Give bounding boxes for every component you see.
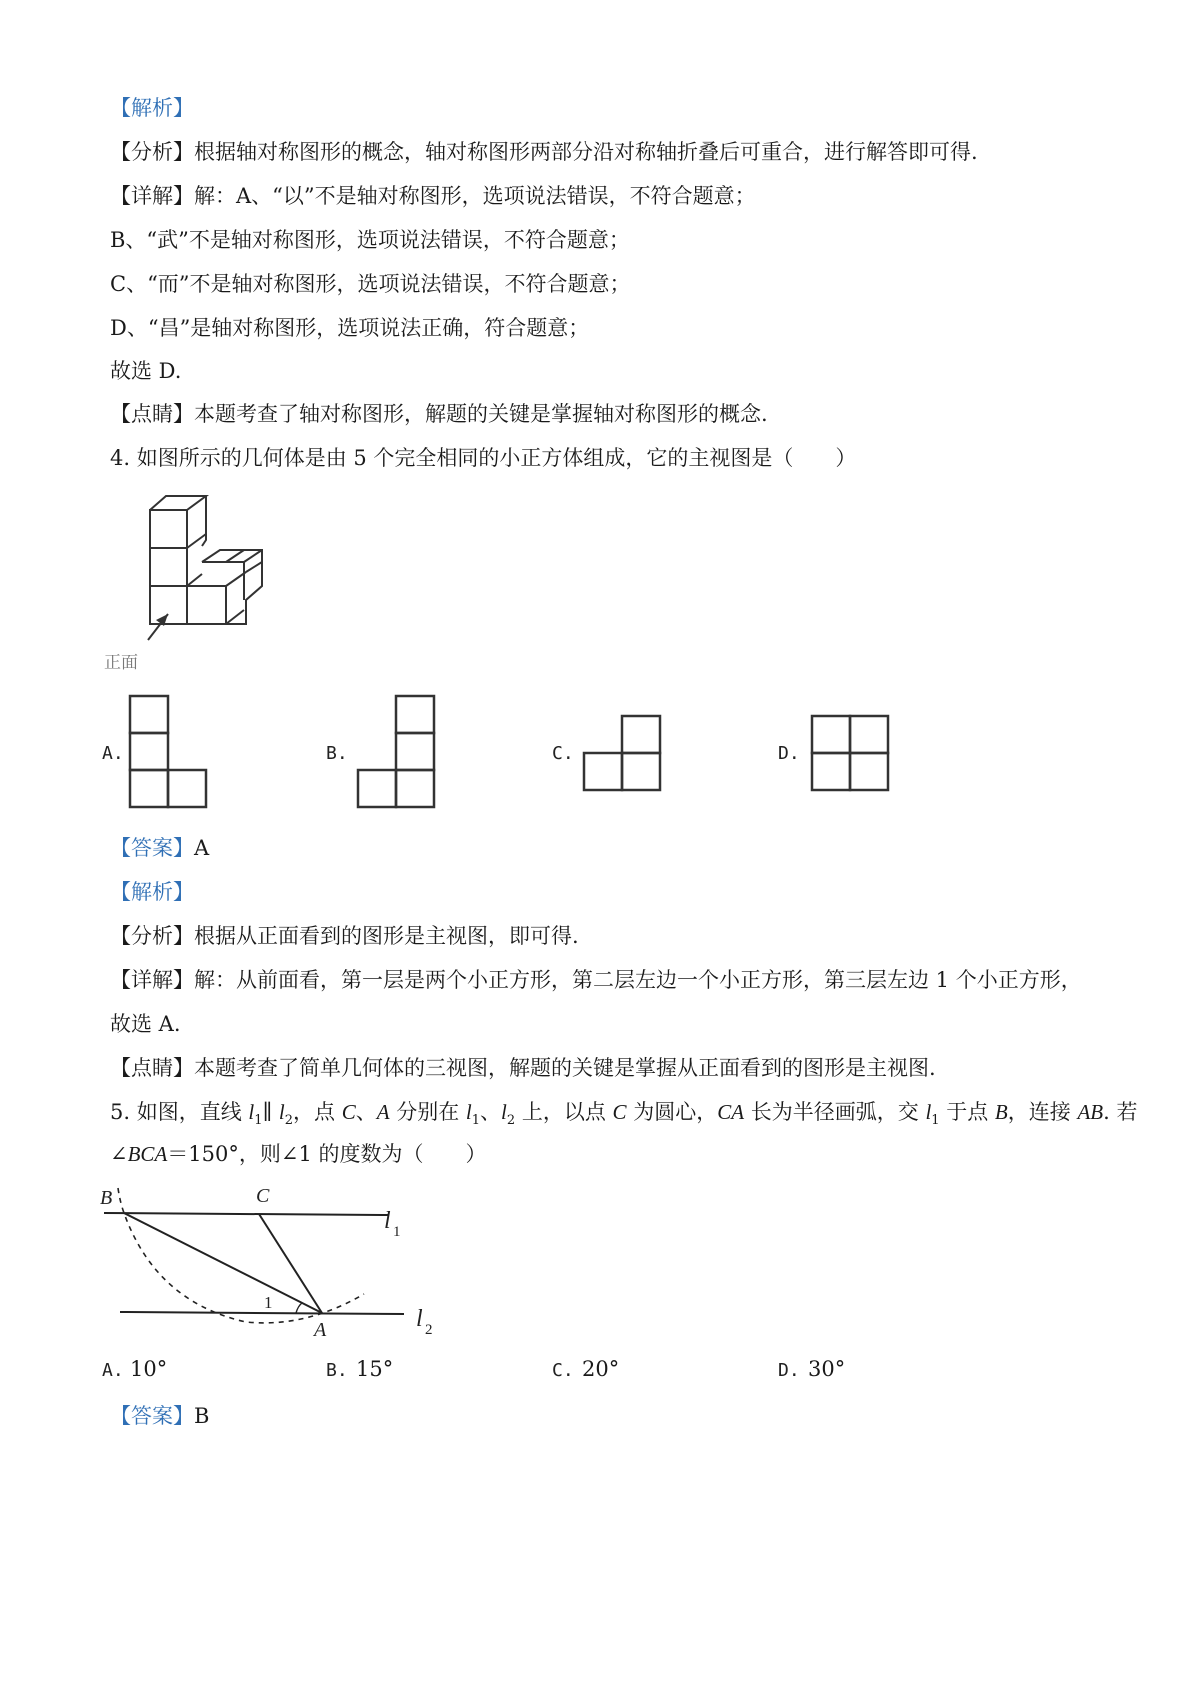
q5-l2-sub: 2 [284,1113,294,1129]
q5-l1: l [248,1100,255,1124]
q5-stem-text: 、 [480,1100,502,1124]
q5-option-d-label[interactable]: D. [778,1360,800,1381]
q5-stem-text: ，连接 [1007,1100,1078,1124]
q5-answer-tag: 【答案】 [110,1404,194,1428]
angle-icon: ∠ [110,1142,128,1166]
q5-stem-text: 于点 [939,1100,995,1124]
fig-label-l1: l [384,1208,391,1234]
q5-seg-ab: AB [1077,1100,1104,1124]
q5-stem-text: 分别在 [389,1100,466,1124]
jiexi-tag: 【解析】 [110,96,194,120]
q4-option-b-label[interactable]: B. [326,743,348,764]
q5-l2-sub: 2 [506,1113,516,1129]
detail-line-c: C、“而”不是轴对称图形，选项说法错误，不符合题意； [110,272,631,296]
q5-l2: l [278,1100,285,1124]
q4-answer: A [194,836,210,860]
q5-l2: l [501,1100,507,1124]
q5-option-a-label[interactable]: A. [102,1360,124,1381]
q4-answer-tag: 【答案】 [110,836,194,860]
angle-arc [296,1303,302,1313]
q5-stem-text: 、 [355,1100,377,1124]
xiangjie-tag: 【详解】 [110,184,194,208]
q5-stem-text: 5. 如图，直线 [110,1100,249,1124]
q5-stem-text: ，点 [293,1100,342,1124]
q5-option-b-label[interactable]: B. [326,1360,348,1381]
choose-line: 故选 D. [110,359,182,383]
q5-option-c-label[interactable]: C. [552,1360,574,1381]
q4-xiangjie-tag: 【详解】 [110,968,194,992]
fig-label-l1-sub: 1 [393,1224,401,1240]
q4-comment-line [110,1054,936,1082]
q4-option-d-label[interactable]: D. [778,743,800,764]
q5-stem-line-1 [110,1098,1137,1135]
q4-fenxi-tag: 【分析】 [110,924,194,948]
q5-l1: l [465,1100,472,1124]
fig-label-l2-sub: 2 [425,1322,433,1338]
q5-point-b: B [994,1100,1008,1124]
q5-geometry-figure [96,1182,446,1342]
q5-stem-text: 长为半径画弧，交 [744,1100,926,1124]
fig-label-b: B [100,1187,113,1209]
fig-label-l2: l [416,1306,423,1332]
q5-stem-text: ＝150°，则∠1 的度数为（ ） [167,1142,487,1166]
fenxi-text: 根据轴对称图形的概念，轴对称图形两部分沿对称轴折叠后可重合，进行解答即可得. [194,140,978,164]
q5-l1-sub: 1 [931,1113,940,1129]
analysis-line [110,138,978,166]
q4-option-c-label[interactable]: C. [552,743,574,764]
q4-choose-line: 故选 A. [110,1012,181,1036]
fig-label-a: A [314,1319,327,1341]
q5-stem-text: . 若 [1103,1100,1138,1124]
q4-jiexi-heading [110,878,194,906]
line-l2 [120,1312,404,1314]
jiexi-heading [110,94,194,122]
q5-seg-ca: CA [717,1100,745,1124]
q4-analysis-line [110,922,579,950]
fig-label-c: C [256,1185,270,1207]
q4-cube-figure [140,490,280,670]
q4-option-d-figure[interactable] [810,714,892,794]
comment-line [110,400,768,428]
q4-option-a-label[interactable]: A. [102,743,124,764]
xiangjie-text: 解：A、“以”不是轴对称图形，选项说法错误，不符合题意； [194,184,756,208]
q4-stem: 4. 如图所示的几何体是由 5 个完全相同的小正方体组成，它的主视图是（ ） [110,446,857,470]
detail-line-b: B、“武”不是轴对称图形，选项说法错误，不符合题意； [110,228,630,252]
q4-jiexi-tag: 【解析】 [110,880,194,904]
q5-l1-sub: 1 [254,1113,263,1129]
q5-stem-line-2 [110,1140,487,1168]
q5-answer-line [110,1402,209,1430]
dashed-arc [118,1188,364,1323]
q5-stem-text: 为圆心， [626,1100,718,1124]
q5-option-b-value[interactable]: 15° [356,1357,394,1381]
q5-point-c: C [341,1100,356,1124]
q5-l1: l [925,1100,932,1124]
line-l1 [104,1213,388,1215]
fenxi-tag: 【分析】 [110,140,194,164]
dianjing-tag: 【点睛】 [110,402,194,426]
front-label: 正面 [104,653,138,673]
q4-option-c-figure[interactable] [582,714,664,794]
q4-fenxi-text: 根据从正面看到的图形是主视图，即可得. [194,924,579,948]
q5-stem-text: 上，以点 [515,1100,613,1124]
q5-answer: B [194,1404,210,1428]
segment-ab [124,1213,322,1313]
q5-point-a: A [376,1100,390,1124]
q4-xiangjie-text: 解：从前面看，第一层是两个小正方形，第二层左边一个小正方形，第三层左边 1 个小正方形， [194,968,1082,992]
q5-option-d-value[interactable]: 30° [808,1357,846,1381]
detail-line-d: D、“昌”是轴对称图形，选项说法正确，符合题意； [110,316,590,340]
fig-label-angle-1: 1 [264,1293,273,1312]
q5-option-a-value[interactable]: 10° [130,1357,168,1381]
q5-parallel: ∥ [262,1100,279,1124]
q4-option-b-figure[interactable] [356,694,438,810]
q5-option-c-value[interactable]: 20° [582,1357,620,1381]
q4-answer-line [110,834,209,862]
dianjing-text: 本题考查了轴对称图形，解题的关键是掌握轴对称图形的概念. [194,402,768,426]
q4-detail-line [110,966,1082,994]
q4-dianjing-tag: 【点睛】 [110,1056,194,1080]
detail-line [110,182,756,210]
q5-l1-sub: 1 [471,1113,481,1129]
q5-angle-bca: BCA [127,1142,168,1166]
q4-dianjing-text: 本题考查了简单几何体的三视图，解题的关键是掌握从正面看到的图形是主视图. [194,1056,936,1080]
q5-point-c: C [612,1100,627,1124]
q4-option-a-figure[interactable] [128,694,210,810]
